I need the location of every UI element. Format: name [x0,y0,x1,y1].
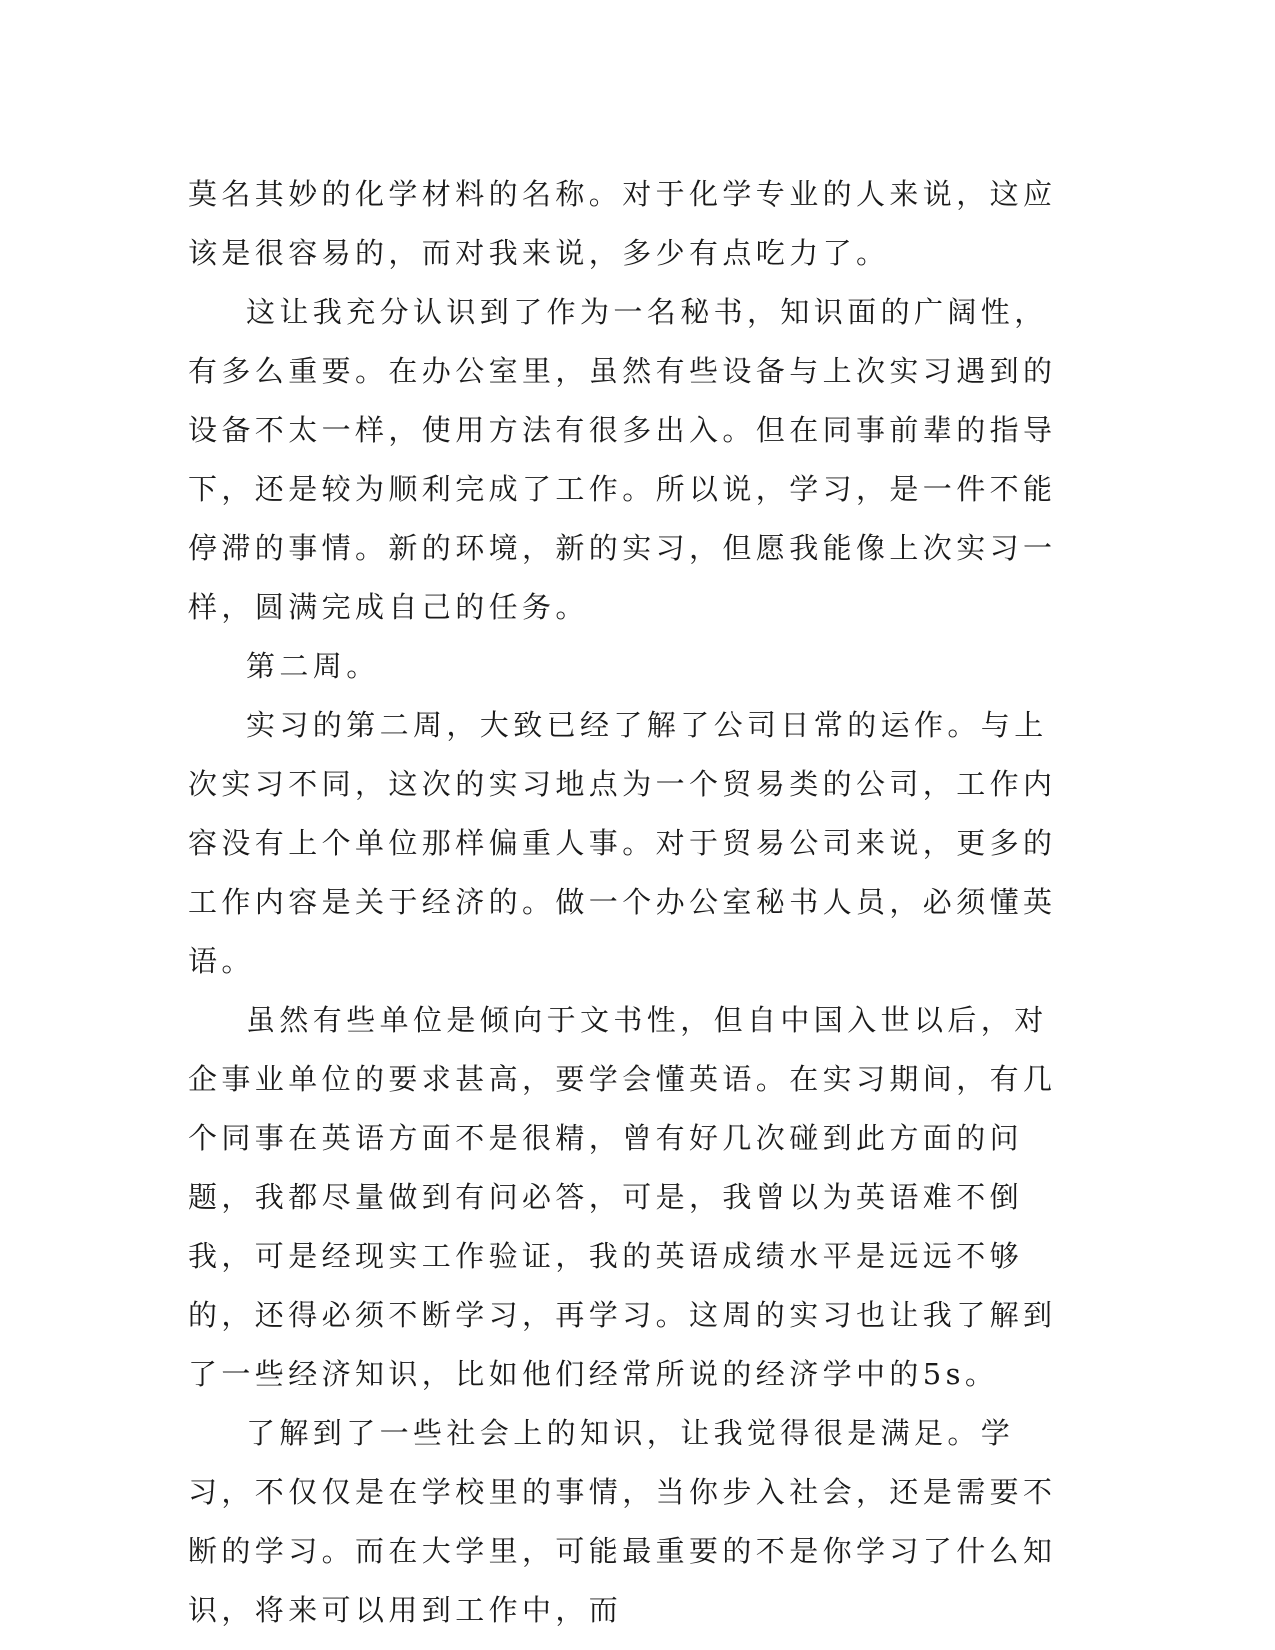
paragraph: 第二周。 [246,649,380,683]
paragraph: 实习的第二周，大致已经了解了公司日常的运作。与上次实习不同，这次的实习地点为一个贸易类的公司，工作内容没有上个单位那样偏重人事。对于贸易公司来说，更多的工作内容是关于经济的。做一个办公室秘书人员，必须懂英语。 [188,708,1057,978]
paragraph: 虽然有些单位是倾向于文书性，但自中国入世以后，对企事业单位的要求甚高，要学会懂英语。在实习期间，有几个同事在英语方面不是很精，曾有好几次碰到此方面的问题，我都尽量做到有问必答，可是，我曾以为英语难不倒我，可是经现实工作验证，我的英语成绩水平是远远不够的，还得必须不断学习，再学习。这周的实习也让我了解到了一些经济知识，比如他们经常所说的经济学中的5s。 [188,1003,1057,1391]
paragraph: 莫名其妙的化学材料的名称。对于化学专业的人来说，这应该是很容易的，而对我来说，多少有点吃力了。 [188,177,1057,270]
paragraph: 了解到了一些社会上的知识，让我觉得很是满足。学习，不仅仅是在学校里的事情，当你步入社会，还是需要不断的学习。而在大学里，可能最重要的不是你学习了什么知识，将来可以用到工作中，而 [188,1416,1057,1627]
document-body [188,165,1068,1640]
paragraph: 这让我充分认识到了作为一名秘书，知识面的广阔性，有多么重要。在办公室里，虽然有些设备与上次实习遇到的设备不太一样，使用方法有很多出入。但在同事前辈的指导下，还是较为顺利完成了工作。所以说，学习，是一件不能停滞的事情。新的环境，新的实习，但愿我能像上次实习一样，圆满完成自己的任务。 [188,295,1057,624]
